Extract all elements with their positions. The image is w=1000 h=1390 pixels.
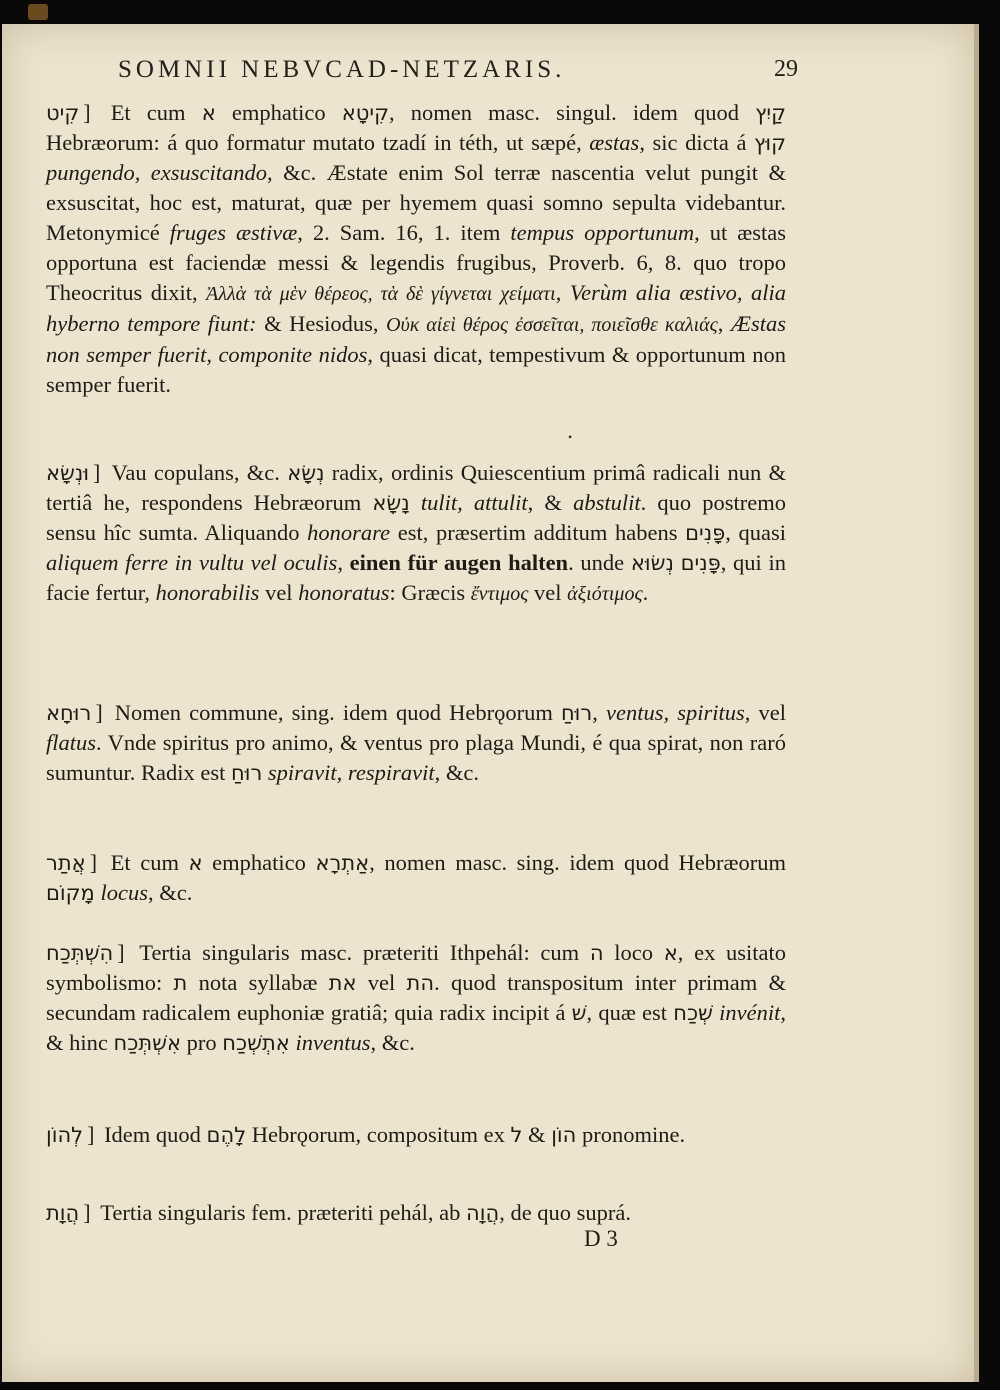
ink-mark: • [568,430,573,444]
running-title: SOMNII NEBVCAD-NETZARIS. [118,56,566,83]
lemma: הִשְׁתְּכַח [46,941,114,965]
entry-lehon: לְהוֹן ] Idem quod לָהֶם Hebrǫorum, compositum ex ל & הוֹן pronomine. [46,1122,686,1147]
library-stamp [28,4,48,20]
running-head [118,56,798,84]
lemma: הֲוָת [46,1201,80,1225]
signature-mark: D 3 [584,1226,618,1251]
lemma: אֲתַר [46,851,86,875]
entry-hishtekach: הִשְׁתְּכַח ] Tertia singularis masc. præteriti Ithpehál: cum ה loco א, ex usitato symbolismo: ת nota syllabæ את vel הת. quod transpositum inter primam & secundam radicalem euphoniæ gratiâ; quia radix incipit á שׁ, quæ est שְׁכַח invénit, & hinc אִשְׁתְּכַח pro אִתְשְׁכַח inventus, &c. [46,940,787,1055]
entry-havat: הֲוָת ] Tertia singularis fem. præteriti pehál, ab הֲוָה, de quo suprá. [46,1200,632,1225]
entry-rucha: רוּחָא ] Nomen commune, sing. idem quod Hebrǫorum רוּחַ, ventus, spiritus, vel flatus. Vnde spiritus pro animo, & ventus pro plaga Mundi, é qua spirat, non raró sumuntur. Radix est רוּחַ spiravit, respiravit, &c. [46,700,786,785]
entry-unesha: וּנְשָׂא ] Vau copulans, &c. נְשָׂא radix, ordinis Quiescentium primâ radicali nun & tertiâ he, respondens Hebræorum נָשָׂא tulit, attulit, & abstulit. quo postremo sensu hîc sumta. Aliquando honorare est, præsertim additum habens פָּנִים, quasi aliquem ferre in vultu vel oculis, einen für augen halten. unde נְשׂוּא פָּנִים, qui in facie fertur, honorabilis vel honoratus: Græcis ἔντιμος vel ἀξιότιμος. [46,460,787,605]
lemma: לְהוֹן [46,1123,84,1147]
entry-kit: קִיט ] Et cum א emphatico קִיטָא, nomen masc. singul. idem quod קַיִץ Hebræorum: á quo formatur mutato tzadí in téth, ut sæpé, æstas, sic dicta á קוּץ pungendo, exsuscitando, &c. Æstate enim Sol terræ nascentia velut pungit & exsuscitat, hoc est, maturat, quæ per hyemem quasi somno sepulta videbantur. Metonymicé fruges æstivæ, 2. Sam. 16, 1. item tempus opportunum, ut æstas opportuna est faciendæ messi & legendis frugibus, Proverb. 6, 8. quo tropo Theocritus dixit, Ἀλλὰ τὰ μὲν θέρεος, τὰ δὲ γίγνεται χείματι, Verùm alia æstivo, alia hyberno tempore fiunt: & Hesiodus, Οὐκ αἰεὶ θέρος ἐσσεῖται, ποιεῖσθε καλιάς, Æstas non semper fuerit, componite nidos, quasi dicat, tempestivum & opportunum non semper fuerit. [46,100,787,397]
lemma: וּנְשָׂא [46,461,90,485]
page-edge [974,24,979,1382]
lemma: רוּחָא [46,701,92,725]
page-number: 29 [774,56,798,82]
entry-atar: אֲתַר ] Et cum א emphatico אַתְרָא, nomen masc. sing. idem quod Hebræorum מָקוֹם locus, &c. [46,850,787,905]
lemma: קִיט [46,101,80,125]
